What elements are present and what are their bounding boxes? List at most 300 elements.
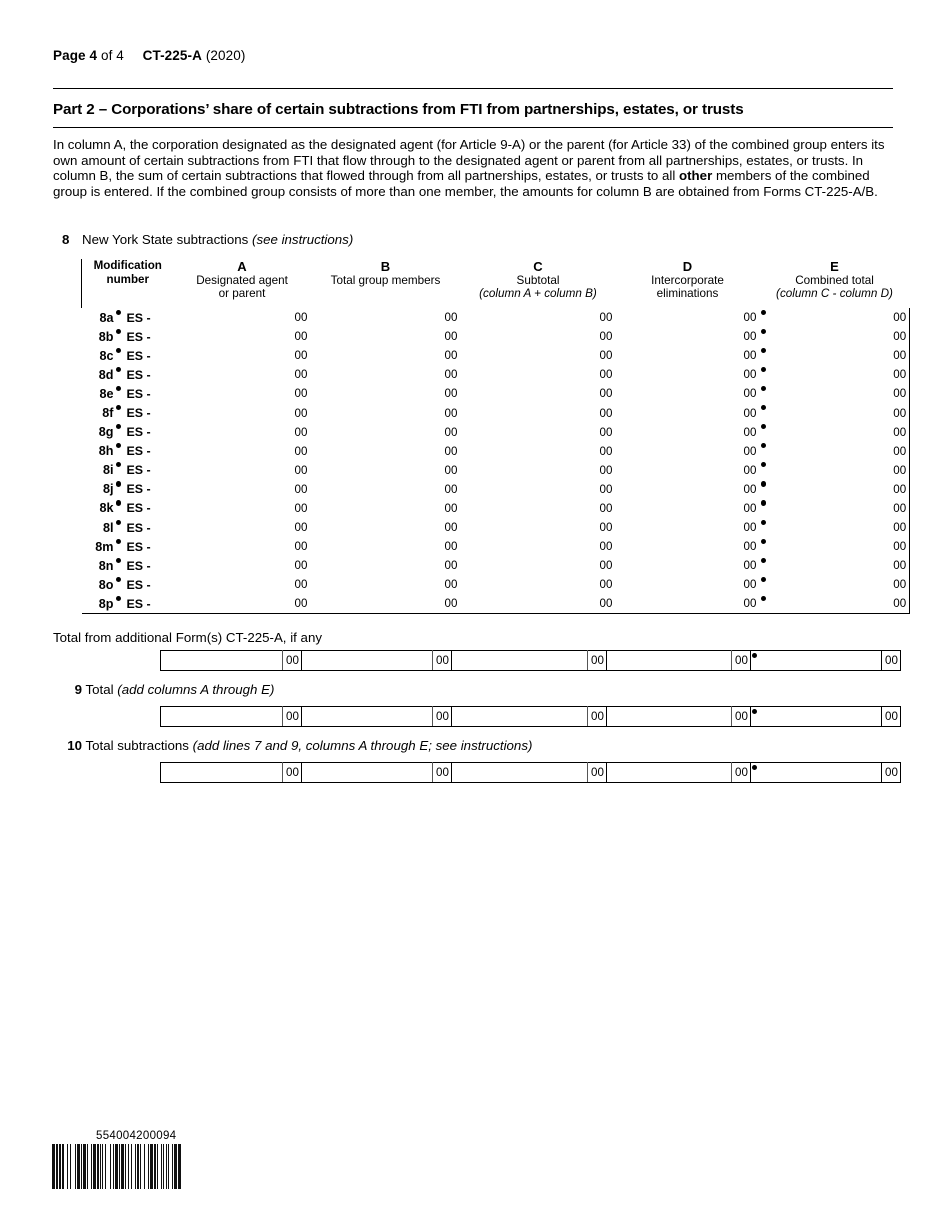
cents-col-b: 00	[444, 578, 458, 592]
amount-input-col-b[interactable]	[311, 575, 442, 594]
bullet-dot-icon	[761, 424, 766, 429]
total-amount-input-col-b[interactable]	[302, 763, 433, 783]
amount-input-col-a[interactable]	[174, 308, 292, 327]
amount-input-col-b[interactable]	[311, 480, 442, 499]
amount-input-col-a[interactable]	[174, 556, 292, 575]
amount-input-col-c[interactable]	[461, 384, 597, 403]
cents-col-b: 00	[444, 425, 458, 439]
row-label: 8b	[98, 329, 114, 344]
total-amount-input-col-e[interactable]	[763, 651, 882, 671]
cents-col-c: 00	[599, 463, 613, 477]
bullet-marker-col-e-icon	[760, 442, 772, 461]
cents-col-b: 00	[444, 521, 458, 535]
bullet-marker-icon	[114, 537, 127, 556]
amount-input-col-d[interactable]	[616, 365, 741, 384]
cents-col-b: 00	[444, 387, 458, 401]
cents-col-b: 00	[444, 501, 458, 515]
row-label: 8l	[102, 520, 114, 535]
cents-col-e: 00	[891, 556, 910, 575]
form-year: (2020)	[205, 48, 246, 63]
amount-input-col-a[interactable]	[174, 327, 292, 346]
bullet-marker-col-e-icon	[760, 365, 772, 384]
bullet-dot-icon	[761, 539, 766, 544]
cents-col-e: 00	[891, 346, 910, 365]
amount-input-col-d[interactable]	[616, 384, 741, 403]
total-cents-col-e: 00	[882, 651, 901, 671]
row-label: 8o	[98, 577, 114, 592]
amount-input-col-b[interactable]	[311, 403, 442, 422]
total-amount-input-col-d[interactable]	[607, 763, 732, 783]
cents-col-c: 00	[599, 311, 613, 325]
cents-col-e: 00	[891, 442, 910, 461]
total-amount-input-col-a[interactable]	[161, 763, 283, 783]
bullet-marker-col-e-icon	[760, 499, 772, 518]
amount-input-col-d[interactable]	[616, 480, 741, 499]
cents-col-b: 00	[444, 311, 458, 325]
amount-input-col-d[interactable]	[616, 518, 741, 537]
bullet-marker-col-e-icon	[760, 480, 772, 499]
line-10-caption	[55, 738, 532, 753]
amount-input-col-e[interactable]	[772, 403, 891, 422]
bullet-dot-icon	[761, 348, 766, 353]
bullet-dot-icon	[761, 558, 766, 563]
col-header-b-line1: Total group members	[330, 274, 441, 287]
table-row	[82, 461, 910, 480]
col-header-a-line2: or parent	[218, 287, 266, 300]
row-label: 8f	[102, 406, 114, 421]
bullet-dot-icon	[761, 596, 766, 601]
bullet-dot-icon	[761, 443, 766, 448]
amount-input-col-b[interactable]	[311, 442, 442, 461]
cents-col-c: 00	[599, 425, 613, 439]
amount-input-col-c[interactable]	[461, 499, 597, 518]
amount-input-col-b[interactable]	[311, 346, 442, 365]
cents-col-a: 00	[294, 330, 308, 344]
amount-input-col-b[interactable]	[311, 308, 442, 327]
cents-col-e: 00	[891, 537, 910, 556]
bullet-marker-col-e-icon	[760, 518, 772, 537]
amount-input-col-c[interactable]	[461, 518, 597, 537]
total-amount-input-col-e[interactable]	[763, 707, 882, 727]
line-9-number: 9	[74, 682, 82, 697]
row-label: 8n	[98, 558, 114, 573]
modification-number-input[interactable]: ES -	[126, 367, 151, 382]
amount-input-col-d[interactable]	[616, 423, 741, 442]
page-label: Page	[53, 48, 86, 63]
total-cents-col-b: 00	[433, 651, 452, 671]
bullet-marker-icon	[114, 384, 127, 403]
total-row	[161, 763, 901, 783]
amount-input-col-e[interactable]	[772, 518, 891, 537]
cents-col-d: 00	[743, 387, 757, 401]
row-label: 8i	[102, 463, 114, 478]
table-row	[82, 384, 910, 403]
cents-col-a: 00	[294, 559, 308, 573]
line-8-caption	[62, 232, 353, 247]
cents-col-b: 00	[444, 330, 458, 344]
bullet-marker-icon	[114, 327, 127, 346]
line-10-label: Total subtractions	[85, 738, 189, 753]
amount-input-col-d[interactable]	[616, 537, 741, 556]
total-amount-input-col-d[interactable]	[607, 707, 732, 727]
col-header-d-line1: Intercorporate	[651, 274, 724, 287]
row-label: 8h	[98, 444, 114, 459]
total-amount-input-col-b[interactable]	[302, 651, 433, 671]
row-label: 8g	[98, 425, 114, 440]
total-amount-input-col-c[interactable]	[452, 707, 588, 727]
amount-input-col-d[interactable]	[616, 327, 741, 346]
amount-input-col-d[interactable]	[616, 575, 741, 594]
amount-input-col-b[interactable]	[311, 518, 442, 537]
total-cents-col-d: 00	[732, 651, 751, 671]
bullet-dot-icon	[116, 367, 121, 372]
bullet-marker-icon	[114, 346, 127, 365]
total-cents-col-a: 00	[283, 763, 302, 783]
modification-number-input[interactable]: ES -	[126, 444, 151, 459]
bullet-marker-icon	[114, 423, 127, 442]
table-row	[82, 327, 910, 346]
amount-input-col-c[interactable]	[461, 461, 597, 480]
modification-number-input[interactable]: ES -	[126, 520, 151, 535]
amount-input-col-e[interactable]	[772, 461, 891, 480]
cents-col-d: 00	[743, 406, 757, 420]
bullet-dot-icon	[116, 558, 121, 563]
amount-input-col-e[interactable]	[772, 499, 891, 518]
total-cents-col-c: 00	[588, 707, 607, 727]
total-cents-col-e: 00	[882, 707, 901, 727]
bullet-marker-col-e-icon	[760, 308, 772, 327]
modification-number-input[interactable]: ES -	[126, 558, 151, 573]
intro-text-2: members of the combined group is entered. If the combined group consists of more than one member, the amounts for column B are obtained from Forms CT-225-A/B.	[53, 168, 878, 199]
row-label: 8e	[99, 386, 114, 401]
bullet-marker-col-e-icon	[751, 707, 763, 727]
modification-number-input[interactable]: ES -	[126, 348, 151, 363]
cents-col-a: 00	[294, 540, 308, 554]
amount-input-col-e[interactable]	[772, 537, 891, 556]
cents-col-e: 00	[891, 327, 910, 346]
amount-input-col-d[interactable]	[616, 442, 741, 461]
amount-input-col-a[interactable]	[174, 442, 292, 461]
table-row	[82, 575, 910, 594]
total-amount-input-col-b[interactable]	[302, 707, 433, 727]
amount-input-col-a[interactable]	[174, 499, 292, 518]
total-amount-input-col-a[interactable]	[161, 707, 283, 727]
amount-input-col-c[interactable]	[461, 403, 597, 422]
cents-col-a: 00	[294, 387, 308, 401]
col-header-a-letter: A	[237, 259, 247, 274]
table-head	[82, 259, 910, 308]
cents-col-c: 00	[599, 368, 613, 382]
total-additional-forms-row	[160, 650, 901, 671]
amount-input-col-b[interactable]	[311, 499, 442, 518]
cents-col-a: 00	[294, 482, 308, 496]
bullet-dot-icon	[752, 765, 757, 770]
cents-col-c: 00	[599, 330, 613, 344]
total-cents-col-d: 00	[732, 763, 751, 783]
modification-number-input[interactable]: ES -	[127, 594, 174, 613]
bullet-marker-icon	[114, 308, 127, 327]
table-row	[82, 403, 910, 422]
amount-input-col-c[interactable]	[461, 594, 597, 613]
amount-input-col-a[interactable]	[174, 518, 292, 537]
col-header-d-line2: eliminations	[656, 287, 719, 300]
cents-col-a: 00	[294, 444, 308, 458]
amount-input-col-d[interactable]	[616, 556, 741, 575]
amount-input-col-d[interactable]	[616, 346, 741, 365]
bullet-dot-icon	[761, 481, 766, 486]
total-row	[161, 651, 901, 671]
line-9-note: (add columns A through E)	[117, 682, 275, 697]
cents-col-d: 00	[743, 501, 757, 515]
cents-col-c: 00	[599, 482, 613, 496]
cents-col-a: 00	[294, 501, 308, 515]
cents-col-a: 00	[294, 578, 308, 592]
amount-input-col-a[interactable]	[174, 575, 292, 594]
modification-number-input[interactable]: ES -	[126, 539, 151, 554]
col-header-e-line1: Combined total	[795, 274, 874, 287]
cents-col-e: 00	[891, 365, 910, 384]
bullet-dot-icon	[761, 310, 766, 315]
modification-number-input[interactable]: ES -	[126, 329, 151, 344]
amount-input-col-e[interactable]	[772, 308, 891, 327]
amount-input-col-e[interactable]	[772, 575, 891, 594]
amount-input-col-e[interactable]	[772, 365, 891, 384]
amount-input-col-b[interactable]	[311, 327, 442, 346]
bullet-marker-icon	[114, 575, 127, 594]
amount-input-col-e[interactable]	[772, 480, 891, 499]
col-header-c	[461, 259, 616, 308]
amount-input-col-b[interactable]	[311, 423, 442, 442]
bullet-dot-icon	[752, 653, 757, 658]
barcode-block	[52, 1130, 181, 1189]
amount-input-col-a[interactable]	[174, 423, 292, 442]
cents-col-e: 00	[891, 423, 910, 442]
amount-input-col-e[interactable]	[772, 556, 891, 575]
amount-input-col-b[interactable]	[311, 537, 442, 556]
amount-input-col-a[interactable]	[174, 537, 292, 556]
amount-input-col-e[interactable]	[772, 346, 891, 365]
col-header-a-line1: Designated agent	[196, 274, 288, 287]
cents-col-b: 00	[444, 559, 458, 573]
amount-input-col-e[interactable]	[772, 327, 891, 346]
amount-input-col-b[interactable]	[311, 556, 442, 575]
amount-input-col-e[interactable]	[772, 423, 891, 442]
cents-col-c: 00	[599, 444, 613, 458]
form-id: CT-225-A	[142, 48, 202, 63]
amount-input-col-d[interactable]	[616, 308, 741, 327]
total-amount-input-col-e[interactable]	[763, 763, 882, 783]
cents-col-e: 00	[891, 384, 910, 403]
total-amount-input-col-c[interactable]	[452, 763, 588, 783]
amount-input-col-a[interactable]	[174, 461, 292, 480]
amount-input-col-b[interactable]	[311, 594, 442, 613]
cents-col-a: 00	[292, 594, 311, 613]
table-row	[82, 537, 910, 556]
amount-input-col-c[interactable]	[461, 308, 597, 327]
col-header-modification-number	[82, 259, 174, 308]
bullet-marker-col-e-icon	[751, 763, 763, 783]
cents-col-d: 00	[743, 578, 757, 592]
bullet-marker-col-e-icon	[760, 384, 772, 403]
cents-col-a: 00	[294, 311, 308, 325]
amount-input-col-e[interactable]	[772, 594, 891, 613]
cents-col-e: 00	[891, 518, 910, 537]
table-row	[82, 499, 910, 518]
bullet-dot-icon	[116, 520, 121, 525]
modification-number-input[interactable]: ES -	[126, 577, 151, 592]
amount-input-col-c[interactable]	[461, 423, 597, 442]
modification-number-input[interactable]: ES -	[126, 386, 151, 401]
table-body	[82, 308, 910, 614]
bullet-marker-icon	[114, 518, 127, 537]
bullet-marker-col-e-icon	[760, 346, 772, 365]
bullet-marker-col-e-icon	[760, 403, 772, 422]
amount-input-col-a[interactable]	[174, 480, 292, 499]
table-row	[82, 423, 910, 442]
amount-input-col-c[interactable]	[461, 537, 597, 556]
bullet-dot-icon	[116, 405, 121, 410]
cents-col-d: 00	[741, 594, 760, 613]
modification-number-input[interactable]: ES -	[126, 501, 151, 516]
amount-input-col-a[interactable]	[174, 346, 292, 365]
col-header-a	[174, 259, 311, 308]
row-label: 8c	[99, 348, 114, 363]
bullet-marker-col-e-icon	[751, 651, 763, 671]
cents-col-c: 00	[597, 594, 616, 613]
col-header-mod-line2: number	[106, 273, 149, 286]
cents-col-e: 00	[891, 403, 910, 422]
table-row	[82, 594, 910, 613]
page-of: of 4	[101, 48, 124, 63]
bullet-dot-icon	[116, 577, 121, 582]
cents-col-b: 00	[444, 444, 458, 458]
amount-input-col-c[interactable]	[461, 442, 597, 461]
amount-input-col-e[interactable]	[772, 384, 891, 403]
barcode-image	[52, 1144, 181, 1189]
part-intro-paragraph	[53, 137, 897, 199]
cents-col-b: 00	[444, 540, 458, 554]
cents-col-d: 00	[743, 463, 757, 477]
amount-input-col-b[interactable]	[311, 384, 442, 403]
barcode-bar	[178, 1144, 181, 1189]
part-title: Part 2 – Corporations’ share of certain subtractions from FTI from partnerships, estates, or trusts	[53, 101, 744, 118]
table-row	[82, 518, 910, 537]
table-row	[82, 556, 910, 575]
bullet-marker-icon	[114, 403, 127, 422]
total-cents-col-c: 00	[588, 763, 607, 783]
table-row	[82, 365, 910, 384]
amount-input-col-c[interactable]	[461, 556, 597, 575]
line-9-total-row	[160, 706, 901, 727]
bullet-dot-icon	[116, 443, 121, 448]
bullet-dot-icon	[116, 424, 121, 429]
bullet-dot-icon	[761, 462, 766, 467]
amount-input-col-a[interactable]	[174, 594, 292, 613]
line-10-note: (add lines 7 and 9, columns A through E; see instructions)	[192, 738, 533, 753]
amount-input-col-d[interactable]	[616, 403, 741, 422]
intro-text-bold: other	[679, 168, 713, 184]
amount-input-col-a[interactable]	[174, 365, 292, 384]
intro-text-1: In column A, the corporation designated as the designated agent (for Article 9-A) or the parent (for Article 33) of the combined group enters its own amount of certain subtractions from FTI that flow through to the designated agent or parent from all partnerships, estates, or trusts. In column B, the sum of certain subtractions that flowed through from all partnerships, estates, or trusts to all	[53, 137, 885, 184]
bullet-marker-col-e-icon	[760, 594, 772, 613]
table-row	[82, 442, 910, 461]
bullet-marker-col-e-icon	[760, 556, 772, 575]
total-cents-col-c: 00	[588, 651, 607, 671]
bullet-marker-col-e-icon	[760, 423, 772, 442]
amount-input-col-a[interactable]	[174, 384, 292, 403]
subtractions-table	[81, 259, 910, 614]
cents-col-b: 00	[444, 368, 458, 382]
bullet-dot-icon	[116, 386, 121, 391]
cents-col-c: 00	[599, 406, 613, 420]
line-8-note: (see instructions)	[252, 232, 354, 247]
bullet-marker-icon	[114, 594, 127, 613]
amount-input-col-c[interactable]	[461, 327, 597, 346]
total-amount-input-col-a[interactable]	[161, 651, 283, 671]
col-header-b-letter: B	[380, 259, 391, 274]
amount-input-col-c[interactable]	[461, 365, 597, 384]
amount-input-col-d[interactable]	[616, 461, 741, 480]
amount-input-col-d[interactable]	[616, 594, 741, 613]
modification-number-input[interactable]: ES -	[126, 425, 151, 440]
bullet-marker-icon	[114, 556, 127, 575]
col-header-d-letter: D	[682, 259, 693, 274]
bullet-dot-icon	[116, 462, 121, 467]
total-amount-input-col-c[interactable]	[452, 651, 588, 671]
bullet-dot-icon	[116, 596, 121, 601]
cents-col-d: 00	[743, 521, 757, 535]
amount-input-col-c[interactable]	[461, 346, 597, 365]
cents-col-a: 00	[294, 425, 308, 439]
row-label: 8j	[102, 482, 114, 497]
amount-input-col-b[interactable]	[311, 461, 442, 480]
bullet-dot-icon	[761, 329, 766, 334]
col-header-b	[311, 259, 461, 308]
line-10-total-row	[160, 762, 901, 783]
amount-input-col-a[interactable]	[174, 403, 292, 422]
table-row	[82, 346, 910, 365]
amount-input-col-e[interactable]	[772, 442, 891, 461]
bullet-marker-icon	[114, 365, 127, 384]
bullet-dot-icon	[761, 405, 766, 410]
modification-number-input[interactable]: ES -	[126, 463, 151, 478]
total-amount-input-col-d[interactable]	[607, 651, 732, 671]
part-title-divider	[53, 127, 893, 128]
total-cents-col-b: 00	[433, 707, 452, 727]
total-cents-col-e: 00	[882, 763, 901, 783]
amount-input-col-d[interactable]	[616, 499, 741, 518]
amount-input-col-c[interactable]	[461, 480, 597, 499]
amount-input-col-b[interactable]	[311, 365, 442, 384]
modification-number-input[interactable]: ES -	[126, 482, 151, 497]
cents-col-b: 00	[444, 482, 458, 496]
page-number: 4	[89, 48, 98, 63]
row-label: 8m	[95, 539, 114, 554]
total-cents-col-d: 00	[732, 707, 751, 727]
barcode-number: 554004200094	[96, 1130, 177, 1142]
col-header-e-subtitle: (column C - column D)	[776, 287, 893, 300]
modification-number-input[interactable]: ES -	[126, 406, 151, 421]
col-header-c-line1: Subtotal	[516, 274, 560, 287]
modification-number-input[interactable]: ES -	[126, 310, 151, 325]
cents-col-c: 00	[599, 559, 613, 573]
amount-input-col-c[interactable]	[461, 575, 597, 594]
bullet-marker-icon	[114, 480, 127, 499]
bullet-dot-icon	[116, 500, 121, 505]
bullet-marker-icon	[114, 461, 127, 480]
col-header-mod-line1: Modification	[93, 259, 162, 272]
cents-col-d: 00	[743, 482, 757, 496]
